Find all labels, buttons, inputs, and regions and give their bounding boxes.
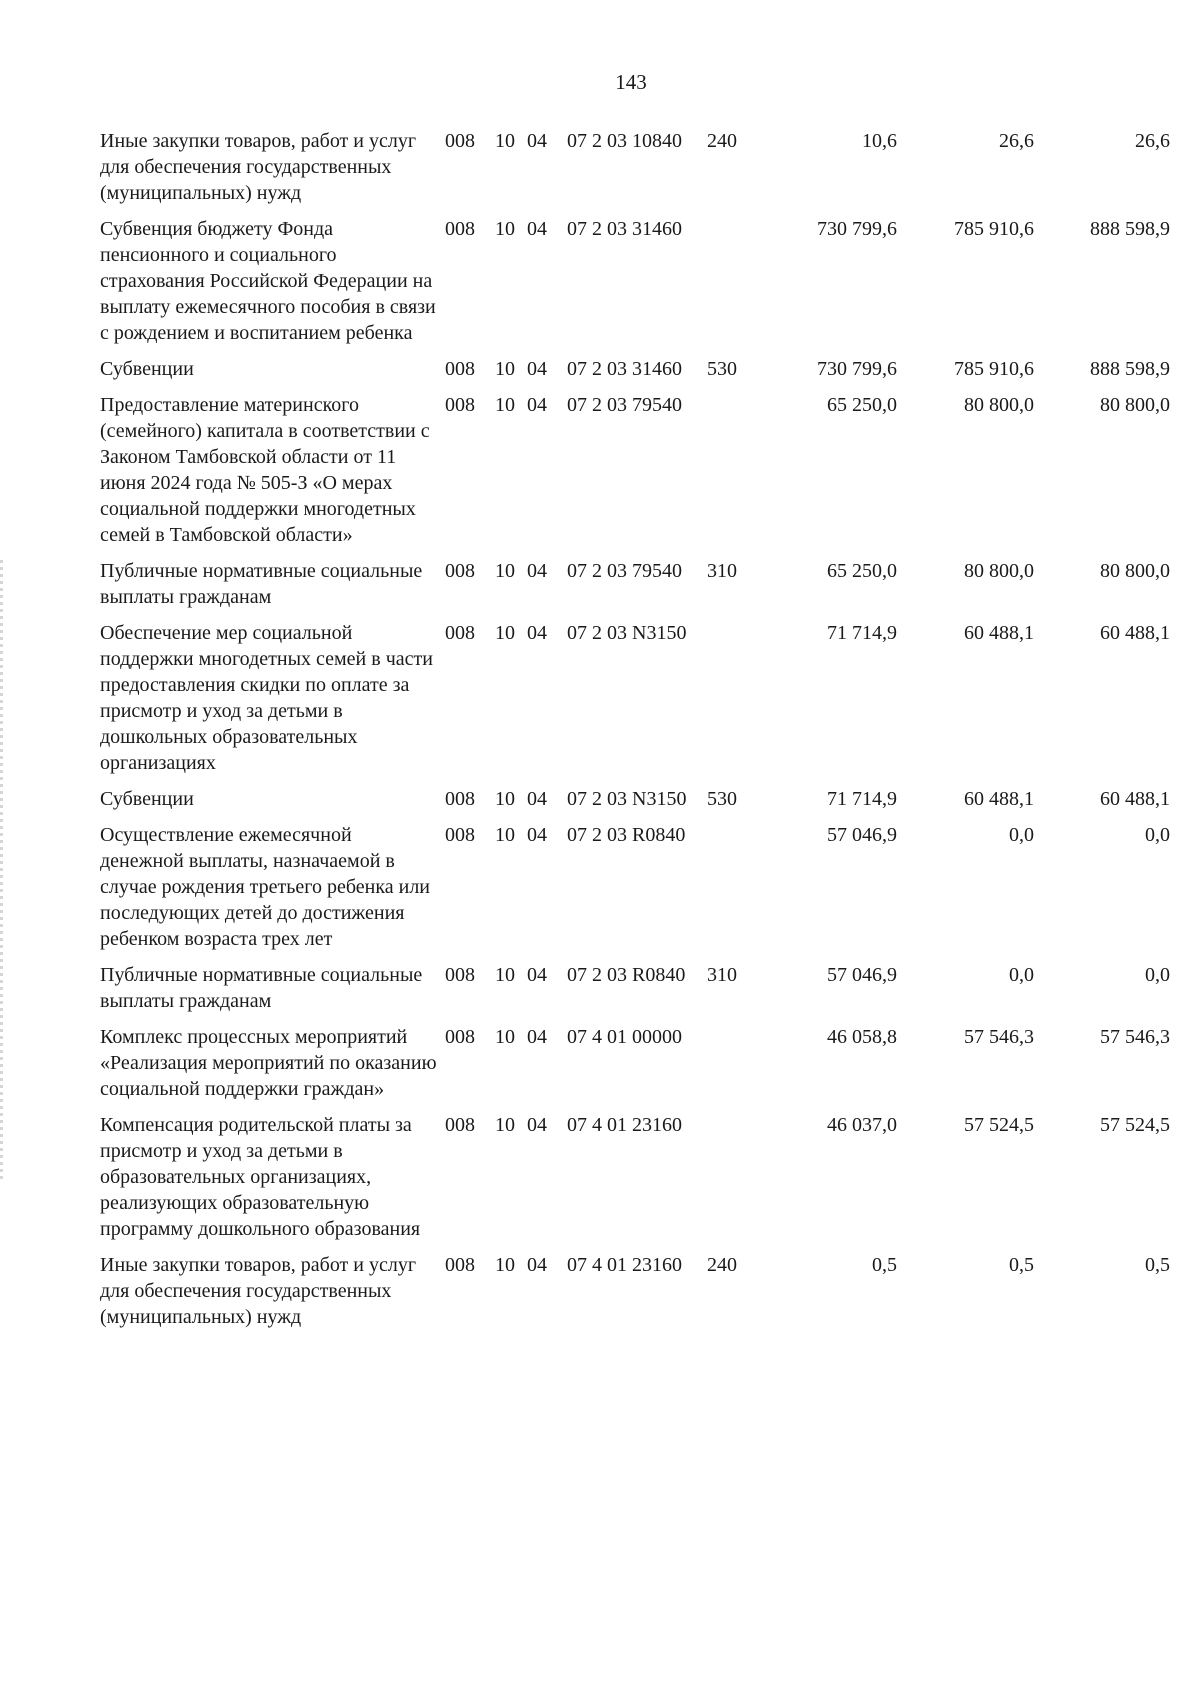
row-name: Компенсация родительской платы за присмотр и уход за детьми в образовательных организациях, реализующих образовательную программу дошкольного образования: [100, 1114, 421, 1240]
amount-year-1: 71 714,9: [827, 622, 897, 644]
expense-type-code: 310: [707, 964, 737, 986]
section-code: 10: [495, 788, 515, 810]
subsection-code: 04: [527, 824, 547, 846]
row-name: Комплекс процессных мероприятий «Реализация мероприятий по оказанию социальной поддержки граждан»: [100, 1026, 437, 1100]
amount-year-2: 57 546,3: [964, 1026, 1034, 1048]
table-row: [100, 216, 1170, 356]
admin-code: 008: [445, 788, 475, 810]
amount-year-2: 785 910,6: [954, 358, 1034, 380]
scan-edge-artifact: [0, 560, 3, 1180]
subsection-code: 04: [527, 1114, 547, 1136]
expense-type-code: [707, 1024, 767, 1112]
table-row: [100, 822, 1170, 962]
amount-year-3: 0,5: [1145, 1254, 1170, 1276]
amount-year-3: 80 800,0: [1100, 394, 1170, 416]
section-code: 10: [495, 218, 515, 240]
section-code: 10: [495, 560, 515, 582]
expense-type-code: [707, 216, 767, 356]
amount-year-1: 57 046,9: [827, 964, 897, 986]
admin-code: 008: [445, 394, 475, 416]
section-code: 10: [495, 824, 515, 846]
table-row: [100, 356, 1170, 392]
admin-code: 008: [445, 560, 475, 582]
row-name: Субвенции: [100, 788, 194, 810]
table-row: [100, 1252, 1170, 1340]
expense-type-code: [707, 620, 767, 786]
expense-type-code: 530: [707, 358, 737, 380]
target-article-code: 07 2 03 31460: [567, 218, 682, 240]
target-article-code: 07 2 03 31460: [567, 358, 682, 380]
table-row: [100, 558, 1170, 620]
section-code: 10: [495, 622, 515, 644]
amount-year-3: 57 546,3: [1100, 1026, 1170, 1048]
expense-type-code: [707, 392, 767, 558]
row-name: Субвенции: [100, 358, 194, 380]
row-name: Публичные нормативные социальные выплаты гражданам: [100, 560, 423, 608]
amount-year-2: 60 488,1: [964, 788, 1034, 810]
amount-year-1: 0,5: [872, 1254, 897, 1276]
table-row: [100, 392, 1170, 558]
admin-code: 008: [445, 130, 475, 152]
amount-year-1: 71 714,9: [827, 788, 897, 810]
target-article-code: 07 4 01 00000: [567, 1026, 682, 1048]
row-name: Иные закупки товаров, работ и услуг для обеспечения государственных (муниципальных) нужд: [100, 1254, 417, 1328]
subsection-code: 04: [527, 1254, 547, 1276]
row-name: Субвенция бюджету Фонда пенсионного и социального страхования Российской Федерации на выплату ежемесячного пособия в связи с рождением и воспитанием ребенка: [100, 218, 436, 344]
row-name: Обеспечение мер социальной поддержки многодетных семей в части предоставления скидки по оплате за присмотр и уход за детьми в дошкольных образовательных организациях: [100, 622, 433, 774]
admin-code: 008: [445, 218, 475, 240]
table-row: [100, 1024, 1170, 1112]
admin-code: 008: [445, 358, 475, 380]
admin-code: 008: [445, 622, 475, 644]
budget-table: [100, 128, 1170, 1340]
expense-type-code: 240: [707, 130, 737, 152]
amount-year-3: 60 488,1: [1100, 622, 1170, 644]
amount-year-3: 888 598,9: [1090, 218, 1170, 240]
expense-type-code: 310: [707, 560, 737, 582]
row-name: Иные закупки товаров, работ и услуг для обеспечения государственных (муниципальных) нужд: [100, 130, 417, 204]
subsection-code: 04: [527, 560, 547, 582]
subsection-code: 04: [527, 358, 547, 380]
amount-year-1: 46 058,8: [827, 1026, 897, 1048]
table-row: [100, 786, 1170, 822]
subsection-code: 04: [527, 964, 547, 986]
target-article-code: 07 4 01 23160: [567, 1114, 682, 1136]
target-article-code: 07 2 03 79540: [567, 394, 682, 416]
section-code: 10: [495, 394, 515, 416]
amount-year-2: 60 488,1: [964, 622, 1034, 644]
amount-year-2: 0,5: [1009, 1254, 1034, 1276]
target-article-code: 07 2 03 79540: [567, 560, 682, 582]
amount-year-3: 0,0: [1145, 824, 1170, 846]
table-row: [100, 962, 1170, 1024]
amount-year-1: 730 799,6: [817, 358, 897, 380]
admin-code: 008: [445, 1254, 475, 1276]
budget-table-body: [100, 128, 1170, 1340]
amount-year-1: 57 046,9: [827, 824, 897, 846]
subsection-code: 04: [527, 130, 547, 152]
amount-year-2: 26,6: [999, 130, 1034, 152]
amount-year-2: 0,0: [1009, 964, 1034, 986]
section-code: 10: [495, 1114, 515, 1136]
amount-year-3: 60 488,1: [1100, 788, 1170, 810]
target-article-code: 07 4 01 23160: [567, 1254, 682, 1276]
section-code: 10: [495, 1254, 515, 1276]
table-row: [100, 1112, 1170, 1252]
expense-type-code: 240: [707, 1254, 737, 1276]
amount-year-2: 785 910,6: [954, 218, 1034, 240]
amount-year-3: 0,0: [1145, 964, 1170, 986]
subsection-code: 04: [527, 788, 547, 810]
amount-year-3: 57 524,5: [1100, 1114, 1170, 1136]
target-article-code: 07 2 03 10840: [567, 130, 682, 152]
amount-year-2: 0,0: [1009, 824, 1034, 846]
subsection-code: 04: [527, 622, 547, 644]
section-code: 10: [495, 130, 515, 152]
admin-code: 008: [445, 1114, 475, 1136]
row-name: Публичные нормативные социальные выплаты гражданам: [100, 964, 423, 1012]
subsection-code: 04: [527, 394, 547, 416]
amount-year-2: 57 524,5: [964, 1114, 1034, 1136]
subsection-code: 04: [527, 1026, 547, 1048]
amount-year-2: 80 800,0: [964, 394, 1034, 416]
section-code: 10: [495, 964, 515, 986]
expense-type-code: [707, 822, 767, 962]
amount-year-1: 10,6: [862, 130, 897, 152]
page-number: 143: [615, 70, 647, 94]
admin-code: 008: [445, 824, 475, 846]
target-article-code: 07 2 03 N3150: [567, 622, 687, 644]
expense-type-code: [707, 1112, 767, 1252]
section-code: 10: [495, 1026, 515, 1048]
table-row: [100, 128, 1170, 216]
table-row: [100, 620, 1170, 786]
amount-year-3: 888 598,9: [1090, 358, 1170, 380]
amount-year-1: 46 037,0: [827, 1114, 897, 1136]
target-article-code: 07 2 03 R0840: [567, 964, 686, 986]
admin-code: 008: [445, 964, 475, 986]
amount-year-2: 80 800,0: [964, 560, 1034, 582]
target-article-code: 07 2 03 R0840: [567, 824, 686, 846]
amount-year-3: 26,6: [1135, 130, 1170, 152]
expense-type-code: 530: [707, 788, 737, 810]
amount-year-3: 80 800,0: [1100, 560, 1170, 582]
section-code: 10: [495, 358, 515, 380]
admin-code: 008: [445, 1026, 475, 1048]
subsection-code: 04: [527, 218, 547, 240]
amount-year-1: 65 250,0: [827, 560, 897, 582]
row-name: Осуществление ежемесячной денежной выплаты, назначаемой в случае рождения третьего ребенка или последующих детей до достижения ребенком возраста трех лет: [100, 824, 430, 950]
amount-year-1: 730 799,6: [817, 218, 897, 240]
amount-year-1: 65 250,0: [827, 394, 897, 416]
row-name: Предоставление материнского (семейного) капитала в соответствии с Законом Тамбовской области от 11 июня 2024 года № 505-З «О мерах социальной поддержки многодетных семей в Тамбовской области»: [100, 394, 430, 546]
target-article-code: 07 2 03 N3150: [567, 788, 687, 810]
